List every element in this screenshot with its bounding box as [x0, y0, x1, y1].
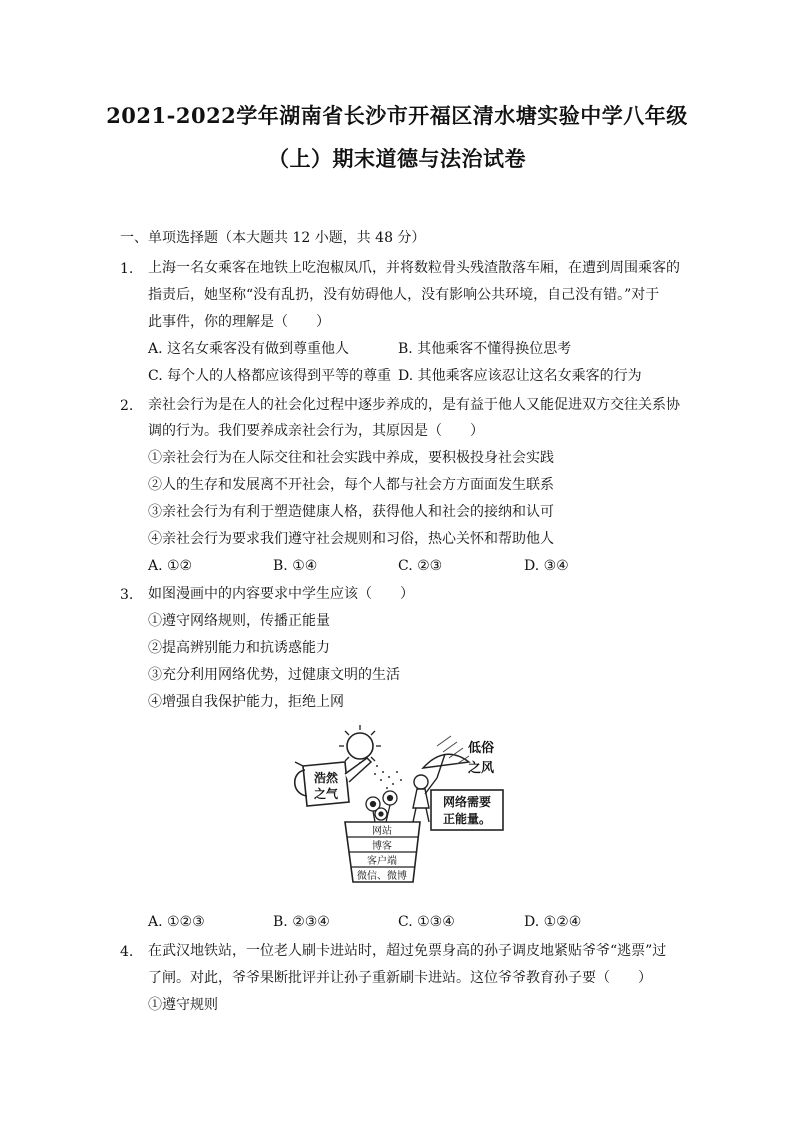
speech-line2: 正能量。 [442, 812, 492, 826]
q2-item-1: ①亲社会行为在人际交往和社会实践中养成，要积极投身社会实践 [148, 450, 554, 466]
q4-number: 4. [120, 944, 134, 960]
q2-option-c: C. ②③ [398, 558, 443, 574]
speech-line1: 网络需要 [442, 795, 492, 809]
q2-option-a: A. ①② [148, 558, 193, 574]
q3-option-b: B. ②③④ [273, 914, 330, 930]
wind-label-bottom: 之风 [468, 761, 495, 776]
flower-icon [366, 791, 397, 822]
q1-stem-line1: 上海一名女乘客在地铁上吃泡椒凤爪，并将数粒骨头残渣散落车厢，在遭到周围乘客的 [148, 260, 680, 276]
q2-number: 2. [120, 398, 134, 414]
q3-stem-line1: 如图漫画中的内容要求中学生应该（ ） [148, 586, 414, 602]
wind-label-top: 低俗 [468, 741, 495, 756]
sun-icon [339, 725, 381, 767]
q1-stem-line2: 指责后，她坚称“没有乱扔，没有妨碍他人，没有影响公共环境，自己没有错。”对于 [148, 287, 660, 303]
pot-tier-3: 客户端 [367, 856, 397, 867]
q2-item-4: ④亲社会行为要求我们遵守社会规则和习俗，热心关怀和帮助他人 [148, 531, 554, 547]
q3-item-3: ③充分利用网络优势，过健康文明的生活 [148, 667, 400, 683]
page-title-line1: 2021-2022学年湖南省长沙市开福区清水塘实验中学八年级 [106, 103, 688, 128]
q4-stem-line1: 在武汉地铁站，一位老人刷卡进站时，超过免票身高的孙子调皮地紧贴爷爷“逃票”过 [148, 943, 667, 959]
can-label-top: 浩然 [314, 771, 339, 785]
q3-item-2: ②提高辨别能力和抗诱惑能力 [148, 640, 330, 656]
pot-tier-4: 微信、微博 [357, 871, 407, 882]
pot-tier-1: 网站 [372, 826, 392, 837]
q2-stem-line2: 调的行为。我们要养成亲社会行为，其原因是（ ） [148, 423, 484, 439]
q4-item-1: ①遵守规则 [148, 997, 218, 1013]
q2-option-d: D. ③④ [524, 558, 569, 574]
q2-option-b: B. ①④ [273, 558, 318, 574]
q2-stem-line1: 亲社会行为是在人的社会化过程中逐步养成的，是有益于他人又能促进双方交往关系协 [148, 397, 680, 413]
q3-number: 3. [120, 587, 134, 603]
q3-option-d: D. ①②④ [524, 914, 582, 930]
q1-option-a: A. 这名女乘客没有做到尊重他人 [148, 341, 350, 357]
q3-option-a: A. ①②③ [148, 914, 205, 930]
water-drops [374, 765, 402, 789]
cartoon-illustration [285, 722, 510, 892]
section-heading: 一、单项选择题（本大题共 12 小题，共 48 分） [120, 230, 426, 246]
q2-item-2: ②人的生存和发展离不开社会，每个人都与社会方方面面发生联系 [148, 477, 554, 493]
pot-tier-2: 博客 [372, 841, 392, 852]
q3-option-c: C. ①③④ [398, 914, 455, 930]
q1-stem-line3: 此事件，你的理解是（ ） [148, 314, 330, 330]
q1-number: 1. [120, 261, 134, 277]
q3-item-1: ①遵守网络规则，传播正能量 [148, 613, 330, 629]
q2-item-3: ③亲社会行为有利于塑造健康人格，获得他人和社会的接纳和认可 [148, 504, 554, 520]
q1-option-b: B. 其他乘客不懂得换位思考 [398, 341, 572, 357]
q3-item-4: ④增强自我保护能力，拒绝上网 [148, 694, 344, 710]
q1-option-d: D. 其他乘客应该忍让这名女乘客的行为 [398, 368, 642, 384]
q4-stem-line2: 了闸。对此，爷爷果断批评并让孙子重新刷卡进站。这位爷爷教育孙子要（ ） [148, 970, 652, 986]
can-label-bottom: 之气 [314, 787, 339, 801]
page-title-line2: （上）期末道德与法治试卷 [268, 146, 526, 171]
q1-option-c: C. 每个人的人格都应该得到平等的尊重 [148, 368, 392, 384]
